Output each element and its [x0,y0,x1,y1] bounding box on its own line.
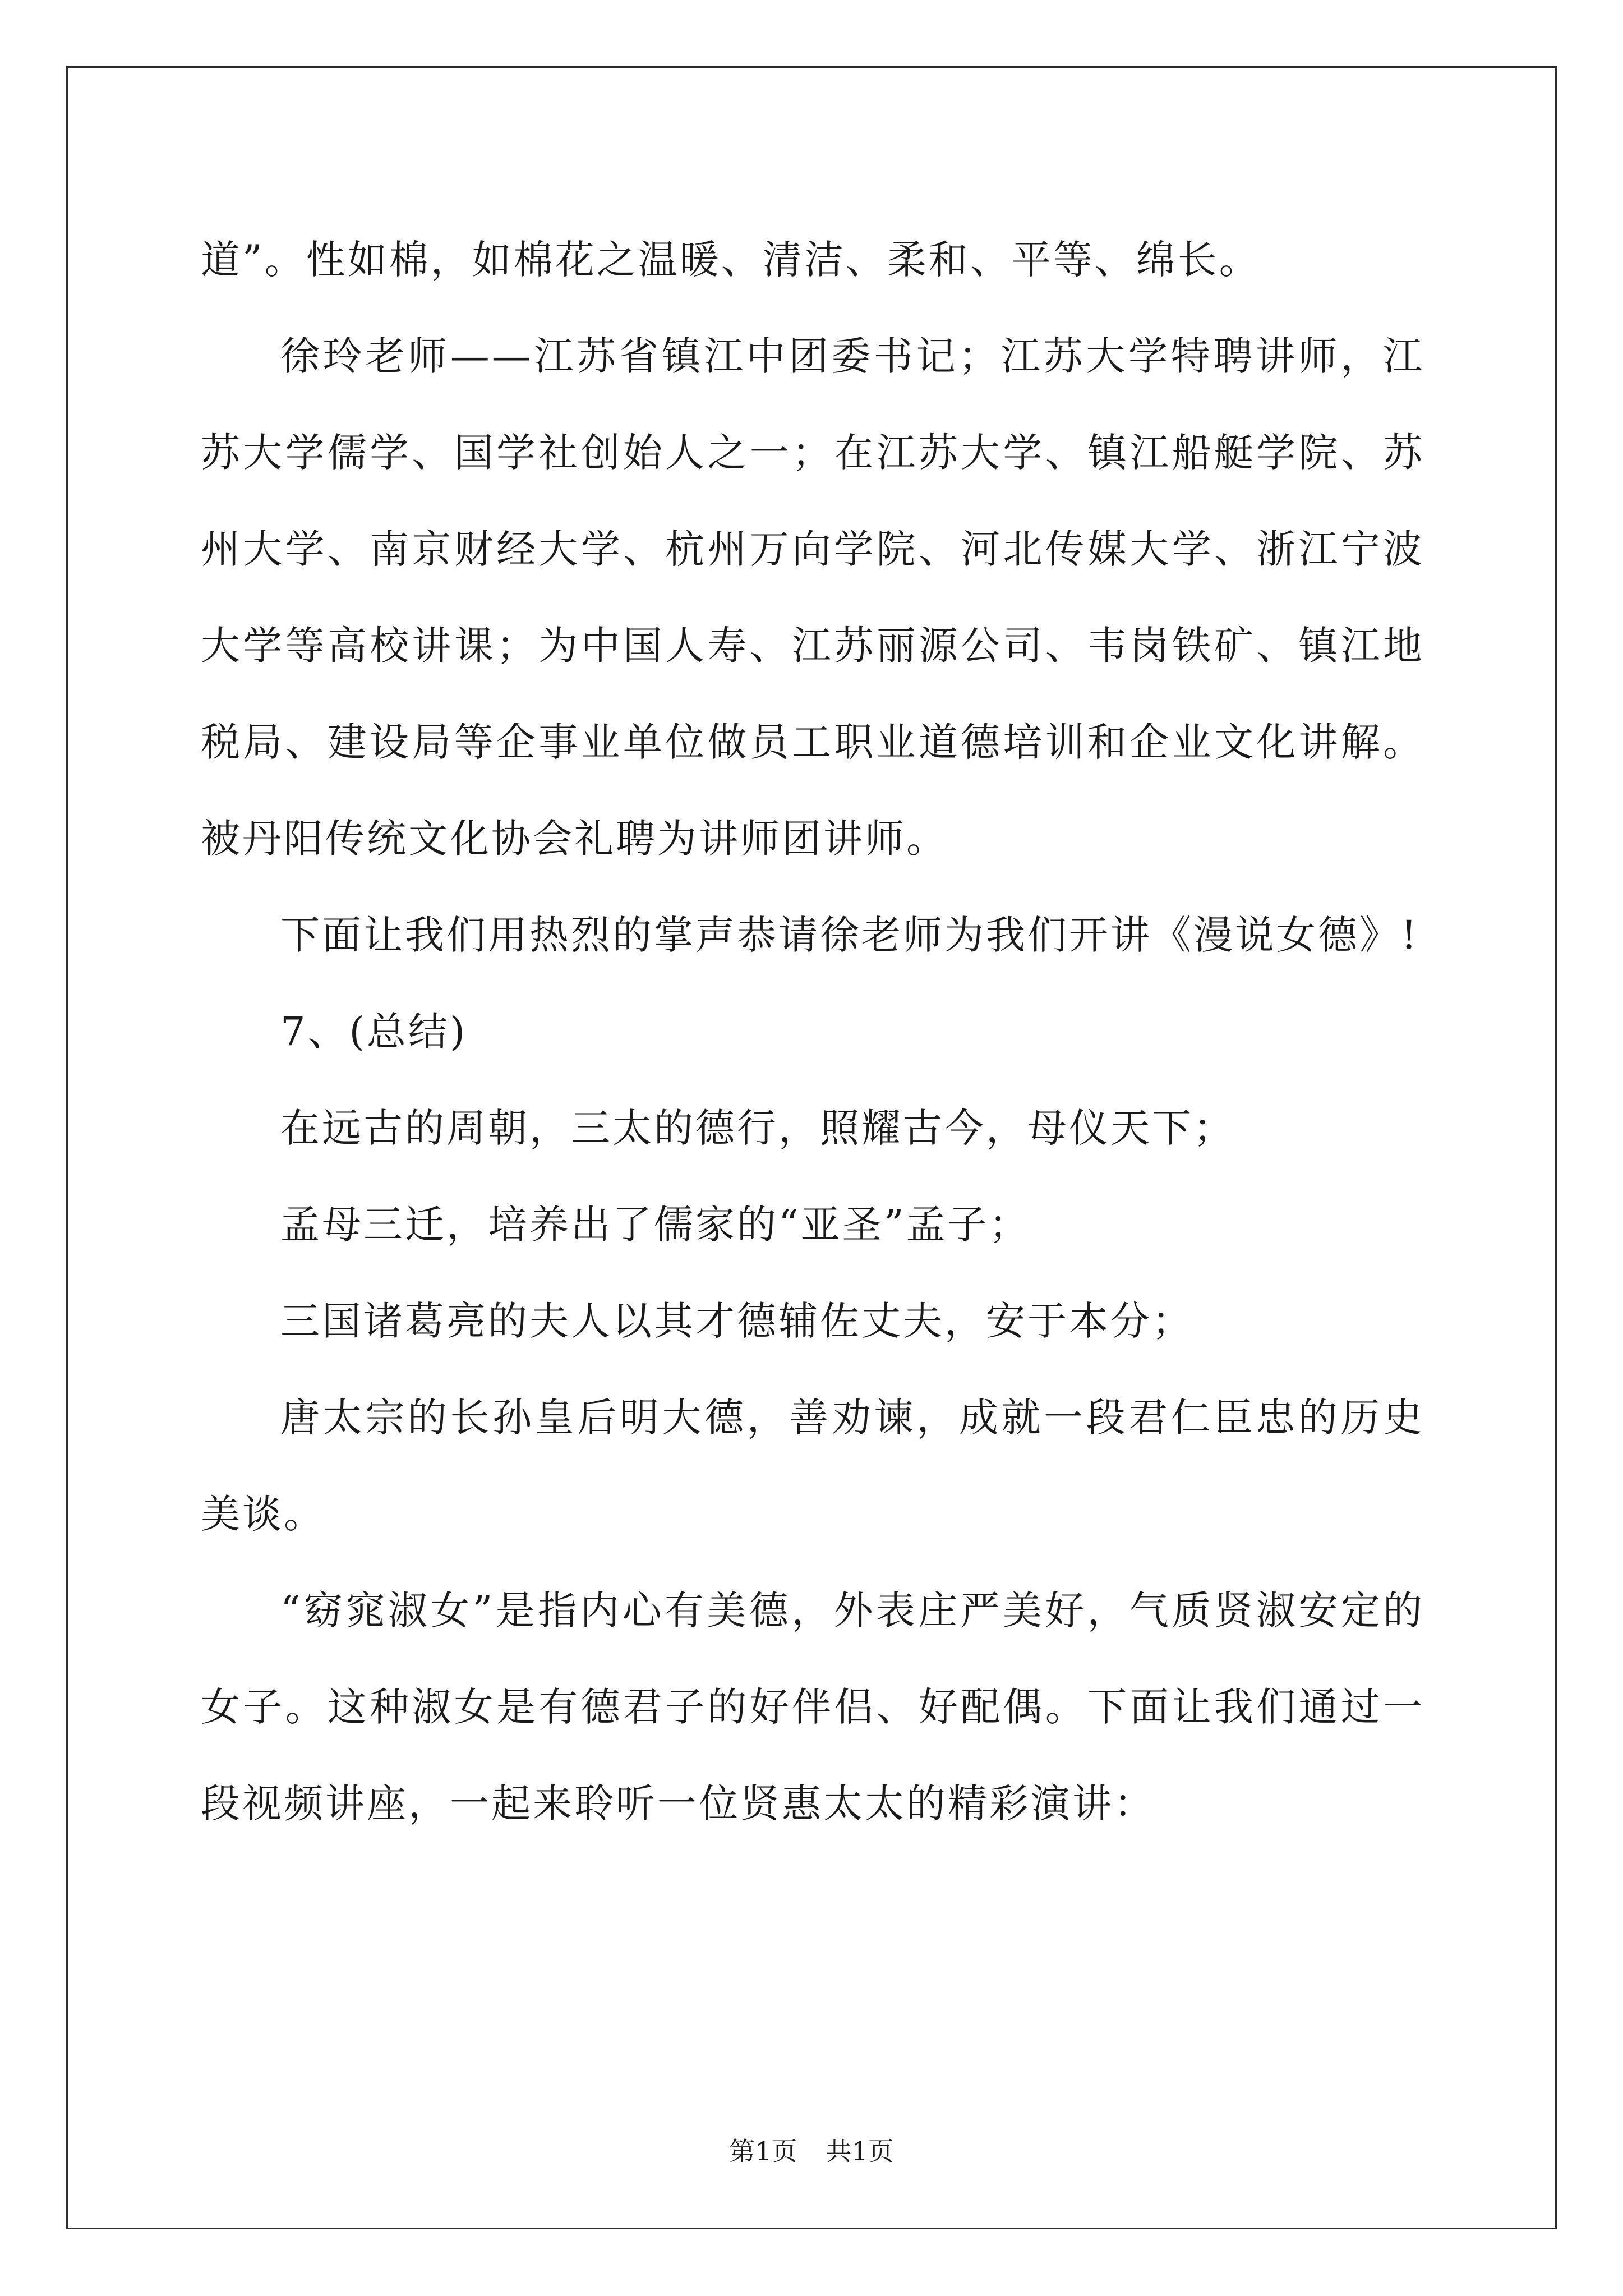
paragraph-9: “窈窕淑女”是指内心有美德，外表庄严美好，气质贤淑安定的女子。这种淑女是有德君子的好伴侣、好配偶。下面让我们通过一段视频讲座，一起来聆听一位贤惠太太的精彩演讲： [201,1588,1424,1826]
page-footer [0,2134,1623,2168]
paragraph-5: 在远古的周朝，三太的德行，照耀古今，母仪天下； [280,1105,1235,1151]
paragraph-6: 孟母三迁，培养出了儒家的“亚圣”孟子； [280,1202,1031,1248]
document-body [201,211,1424,1852]
paragraph-4: 7、(总结) [280,1009,468,1055]
page-total: 共1页 [826,2136,894,2166]
paragraph-3: 下面让我们用热烈的掌声恭请徐老师为我们开讲《漫说女德》! [280,912,1419,958]
paragraph-2: 徐玲老师——江苏省镇江中团委书记；江苏大学特聘讲师，江苏大学儒学、国学社创始人之一；在江苏大学、镇江船艇学院、苏州大学、南京财经大学、杭州万向学院、河北传媒大学、浙江宁波大学等高校讲课；为中国人寿、江苏丽源公司、韦岗铁矿、镇江地税局、建设局等企事业单位做员工职业道德培训和企业文化讲解。被丹阳传统文化协会礼聘为讲师团讲师。 [201,333,1424,862]
paragraph-1: 道”。性如棉，如棉花之温暖、清洁、柔和、平等、绵长。 [201,237,1261,283]
page-number: 第1页 [729,2136,797,2166]
paragraph-8: 唐太宗的长孙皇后明大德，善劝谏，成就一段君仁臣忠的历史美谈。 [201,1395,1424,1537]
paragraph-7: 三国诸葛亮的夫人以其才德辅佐丈夫，安于本分； [280,1298,1193,1344]
